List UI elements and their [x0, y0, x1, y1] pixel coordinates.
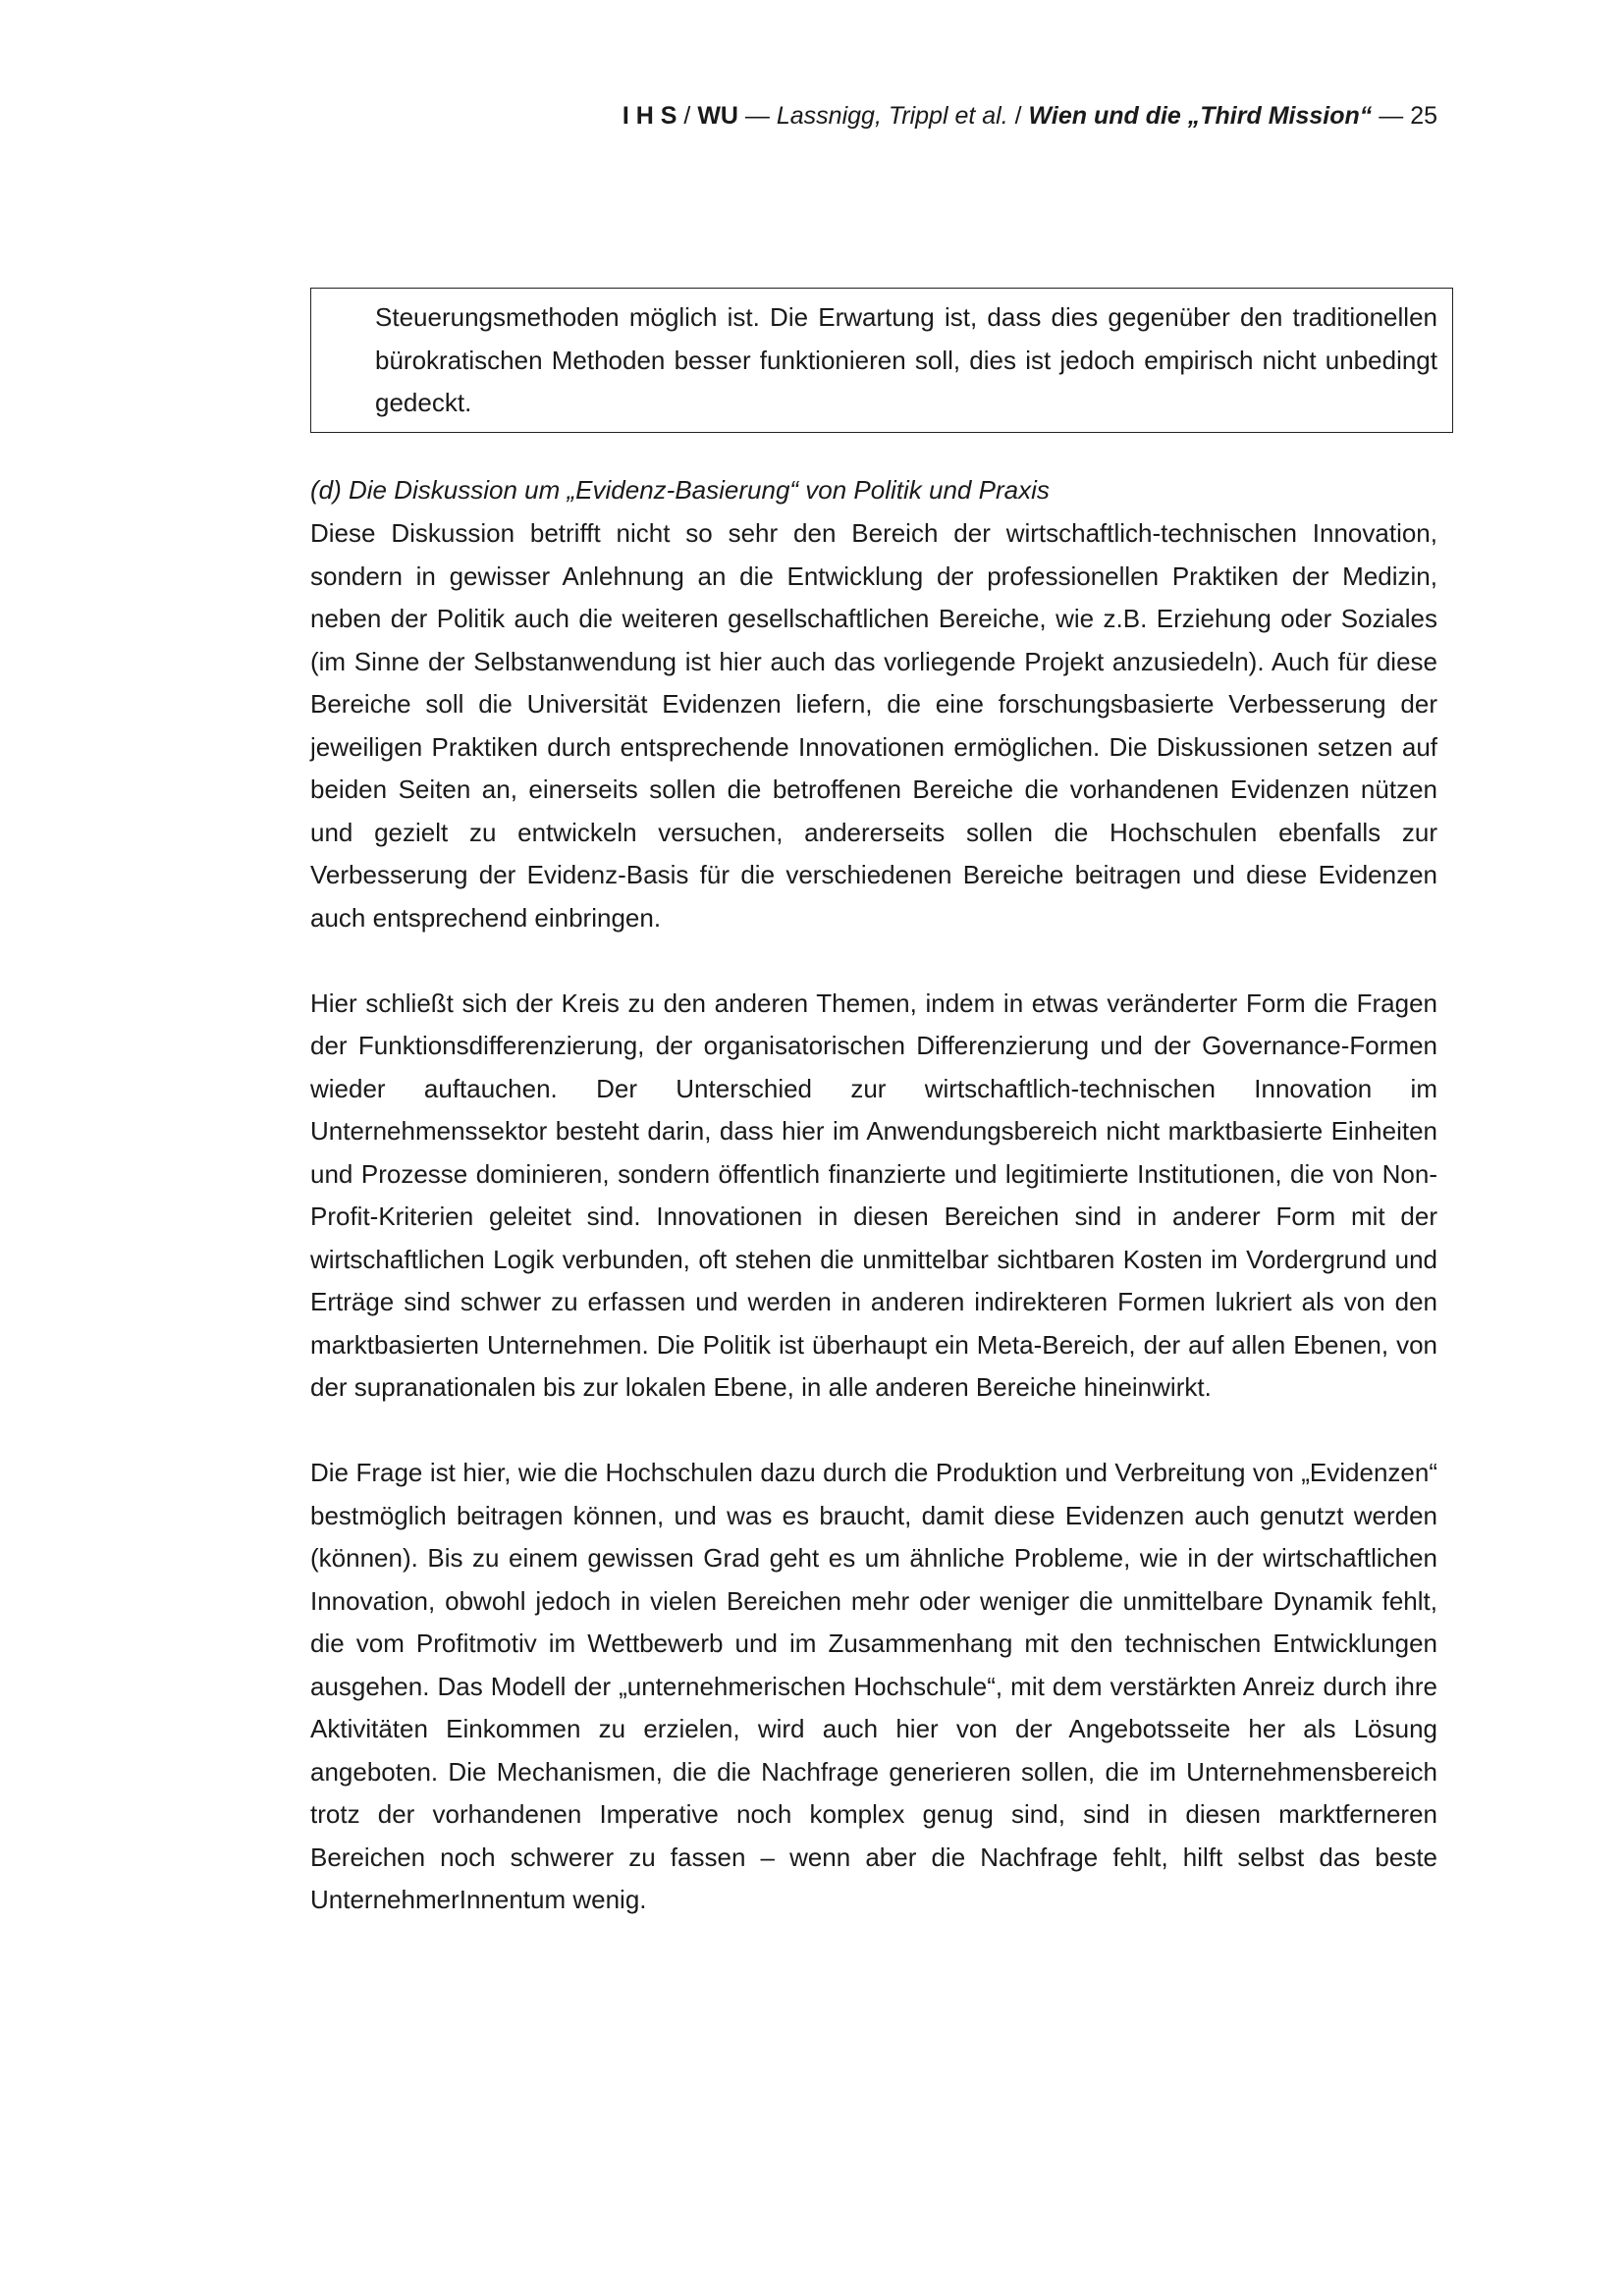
header-dash: — [737, 102, 777, 130]
header-org2: WU [697, 102, 738, 130]
section-heading: (d) Die Diskussion um „Evidenz-Basierung“ von Politik und Praxis [310, 475, 1050, 505]
header-separator: / [677, 102, 698, 130]
header-separator-2: / [1007, 102, 1029, 130]
paragraph: Die Frage ist hier, wie die Hochschulen dazu durch die Produktion und Verbreitung von „Evidenzen“ bestmöglich beitragen können, und was es braucht, damit diese Evidenzen auch genutzt werden (können). Bis zu einem gewissen Grad geht es um ähnliche Probleme, wie in der wirtschaftlichen Innovation, obwohl jedoch in vielen Bereichen mehr oder weniger die unmittelbare Dynamik fehlt, die vom Profitmotiv im Wettbewerb und im Zusammenhang mit den technischen Entwicklungen ausgehen. Das Modell der „unternehmerischen Hochschule“, mit dem verstärkten Anreiz durch ihre Aktivitäten Einkommen zu erzielen, wird auch hier von der Angebotsseite her als Lösung angeboten. Die Mechanismen, die die Nachfrage generieren sollen, die im Unternehmensbereich trotz der vorhandenen Imperative noch komplex genug sind, sind in diesen marktferneren Bereichen noch schwerer zu fassen – wenn aber die Nachfrage fehlt, hilft selbst das beste UnternehmerInnentum wenig. [310, 1458, 1437, 1914]
paragraph: Diese Diskussion betrifft nicht so sehr den Bereich der wirtschaftlich-technischen Innovation, sondern in gewisser Anlehnung an die Entwicklung der professionellen Praktiken der Medizin, neben der Politik auch die weiteren gesellschaftlichen Bereiche, wie z.B. Erziehung oder Soziales (im Sinne der Selbstanwendung ist hier auch das vorliegende Projekt anzusiedeln). Auch für diese Bereiche soll die Universität Evidenzen liefern, die eine forschungsbasierte Verbesserung der jeweiligen Praktiken durch entsprechende Innovationen ermöglichen. Die Diskussionen setzen auf beiden Seiten an, einerseits sollen die betroffenen Bereiche die vorhandenen Evidenzen nützen und gezielt zu entwickeln versuchen, andererseits sollen die Hochschulen ebenfalls zur Verbesserung der Evidenz-Basis für die verschiedenen Bereiche beitragen und diese Evidenzen auch entsprechend einbringen. [310, 518, 1437, 933]
header-dash-2: — [1372, 102, 1411, 130]
running-header [310, 100, 1437, 132]
header-org: I H S [622, 102, 677, 130]
text-box [310, 288, 1453, 433]
header-title: Wien und die „Third Mission“ [1028, 102, 1373, 130]
box-text: Steuerungsmethoden möglich ist. Die Erwartung ist, dass dies gegenüber den traditionellen bürokratischen Methoden besser funktionieren soll, dies ist jedoch empirisch nicht unbedingt gedeckt. [375, 302, 1437, 417]
main-content [310, 469, 1437, 1922]
page-number: 25 [1410, 102, 1437, 130]
header-authors: Lassnigg, Trippl et al. [776, 102, 1008, 130]
paragraph: Hier schließt sich der Kreis zu den anderen Themen, indem in etwas veränderter Form die Fragen der Funktionsdifferenzierung, der organisatorischen Differenzierung und der Governance-Formen wieder auftauchen. Der Unterschied zur wirtschaftlich-technischen Innovation im Unternehmenssektor besteht darin, dass hier im Anwendungsbereich nicht marktbasierte Einheiten und Prozesse dominieren, sondern öffentlich finanzierte und legitimierte Institutionen, die von Non-Profit-Kriterien geleitet sind. Innovationen in diesen Bereichen sind in anderer Form mit der wirtschaftlichen Logik verbunden, oft stehen die unmittelbar sichtbaren Kosten im Vordergrund und Erträge sind schwer zu erfassen und werden in anderen indirekteren Formen lukriert als von den marktbasierten Unternehmen. Die Politik ist überhaupt ein Meta-Bereich, der auf allen Ebenen, von der supranationalen bis zur lokalen Ebene, in alle anderen Bereiche hineinwirkt. [310, 988, 1437, 1402]
